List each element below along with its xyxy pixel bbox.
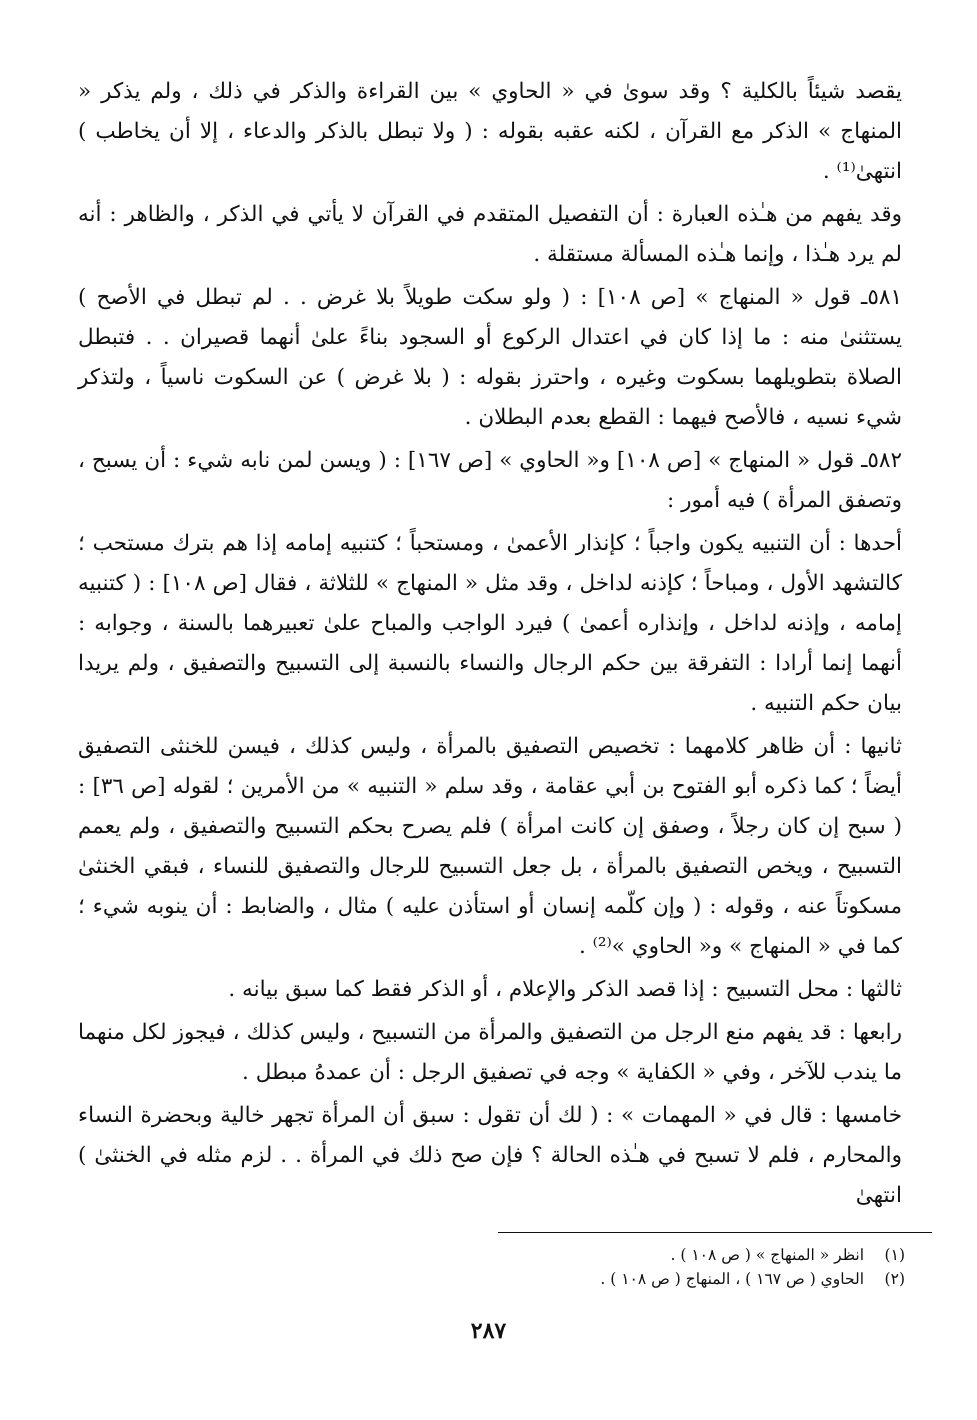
footnote-2: [75, 1267, 905, 1291]
paragraph-1: يقصد شيئاً بالكلية ؟ وقد سوىٰ في « الحاوي » بين القراءة والذكر في ذلك ، ولم يذكر « المنهاج » الذكر مع القرآن ، لكنه عقبه بقوله : ( ولا تبطل بالذكر والدعاء ، إلا أن يخاطب ) انتهىٰ⁽¹⁾ .: [78, 79, 902, 184]
footnotes-divider: [498, 1232, 932, 1233]
paragraph-2: وقد يفهم من هـٰذه العبارة : أن التفصيل المتقدم في القرآن لا يأتي في الذكر ، والظاهر : أنه لم يرد هـٰذا ، وإنما هـٰذه المسألة مستقلة .: [78, 202, 902, 267]
paragraph-5: أحدها : أن التنبيه يكون واجباً ؛ كإنذار الأعمىٰ ، ومستحباً ؛ كتنبيه إمامه إذا هم بترك مستحب ؛ كالتشهد الأول ، ومباحاً ؛ كإذنه لداخل ، وقد مثل « المنهاج » للثلاثة ، فقال [ص ١٠٨] : ( كتنبيه إمامه ، وإذنه لداخل ، وإنذاره أعمىٰ ) فيرد الواجب والمباح علىٰ تعبيرهما بالسنة ، وجوابه : أنهما إنما أرادا : التفرقة بين حكم الرجال والنساء بالنسبة إلى التسبيح والتصفيق ، ولم يريدا بيان حكم التنبيه .: [78, 531, 902, 716]
footnote-1: [75, 1243, 905, 1267]
paragraph-4: ٥٨٢ـ قول « المنهاج » [ص ١٠٨] و« الحاوي » [ص ١٦٧] : ( ويسن لمن نابه شيء : أن يسبح ، وتصفق المرأة ) فيه أمور :: [78, 448, 903, 513]
paragraph-9: خامسها : قال في « المهمات » : ( لك أن تقول : سبق أن المرأة تجهر خالية وبحضرة النساء والمحارم ، فلم لا تسبح في هـٰذه الحالة ؟ فإن صح ذلك في المرأة . . لزم مثله في الخنثىٰ ) انتهىٰ: [78, 1103, 902, 1208]
footnote-text: انظر « المنهاج » ( ص ١٠٨ ) .: [670, 1246, 865, 1264]
footnotes: [75, 1243, 905, 1291]
paragraph-8: رابعها : قد يفهم منع الرجل من التصفيق والمرأة من التسبيح ، وليس كذلك ، فيجوز لكل منهما ما يندب للآخر ، وفي « الكفاية » وجه في تصفيق الرجل : أن عمدهُ مبطل .: [78, 1020, 902, 1085]
footnote-number: (١): [884, 1246, 905, 1264]
footnote-text: الحاوي ( ص ١٦٧ ) ، المنهاج ( ص ١٠٨ ) .: [600, 1270, 865, 1288]
paragraph-6: ثانيها : أن ظاهر كلامهما : تخصيص التصفيق بالمرأة ، وليس كذلك ، فيسن للخنثى التصفيق أيضاً ؛ كما ذكره أبو الفتوح بن أبي عقامة ، وقد سلم « التنبيه » من الأمرين ؛ لقوله [ص ٣٦] : ( سبح إن كان رجلاً ، وصفق إن كانت امرأة ) فلم يصرح بحكم التسبيح والتصفيق ، ولم يعمم التسبيح ، ويخص التصفيق بالمرأة ، بل جعل التسبيح للرجال والتصفيق للنساء ، فبقي الخنثىٰ مسكوتاً عنه ، وقوله : ( وإن كلّمه إنسان أو استأذن عليه ) مثال ، والضابط : أن ينوبه شيء ؛ كما في « المنهاج » و« الحاوي »⁽²⁾ .: [78, 734, 902, 959]
body-text: [78, 72, 902, 1216]
page-number: ٢٨٧: [470, 1318, 507, 1344]
paragraph-7: ثالثها : محل التسبيح : إذا قصد الذكر والإعلام ، أو الذكر فقط كما سبق بيانه .: [228, 977, 902, 1002]
paragraph-3: ٥٨١ـ قول « المنهاج » [ص ١٠٨] : ( ولو سكت طويلاً بلا غرض . . لم تبطل في الأصح ) يستثنىٰ منه : ما إذا كان في اعتدال الركوع أو السجود بناءً علىٰ أنهما قصيران . . فتبطل الصلاة بتطويلهما بسكوت وغيره ، واحترز بقوله : ( بلا غرض ) عن السكوت ناسياً ، ولتذكر شيء نسيه ، فالأصح فيهما : القطع بعدم البطلان .: [78, 285, 902, 430]
footnote-number: (٢): [884, 1270, 905, 1288]
